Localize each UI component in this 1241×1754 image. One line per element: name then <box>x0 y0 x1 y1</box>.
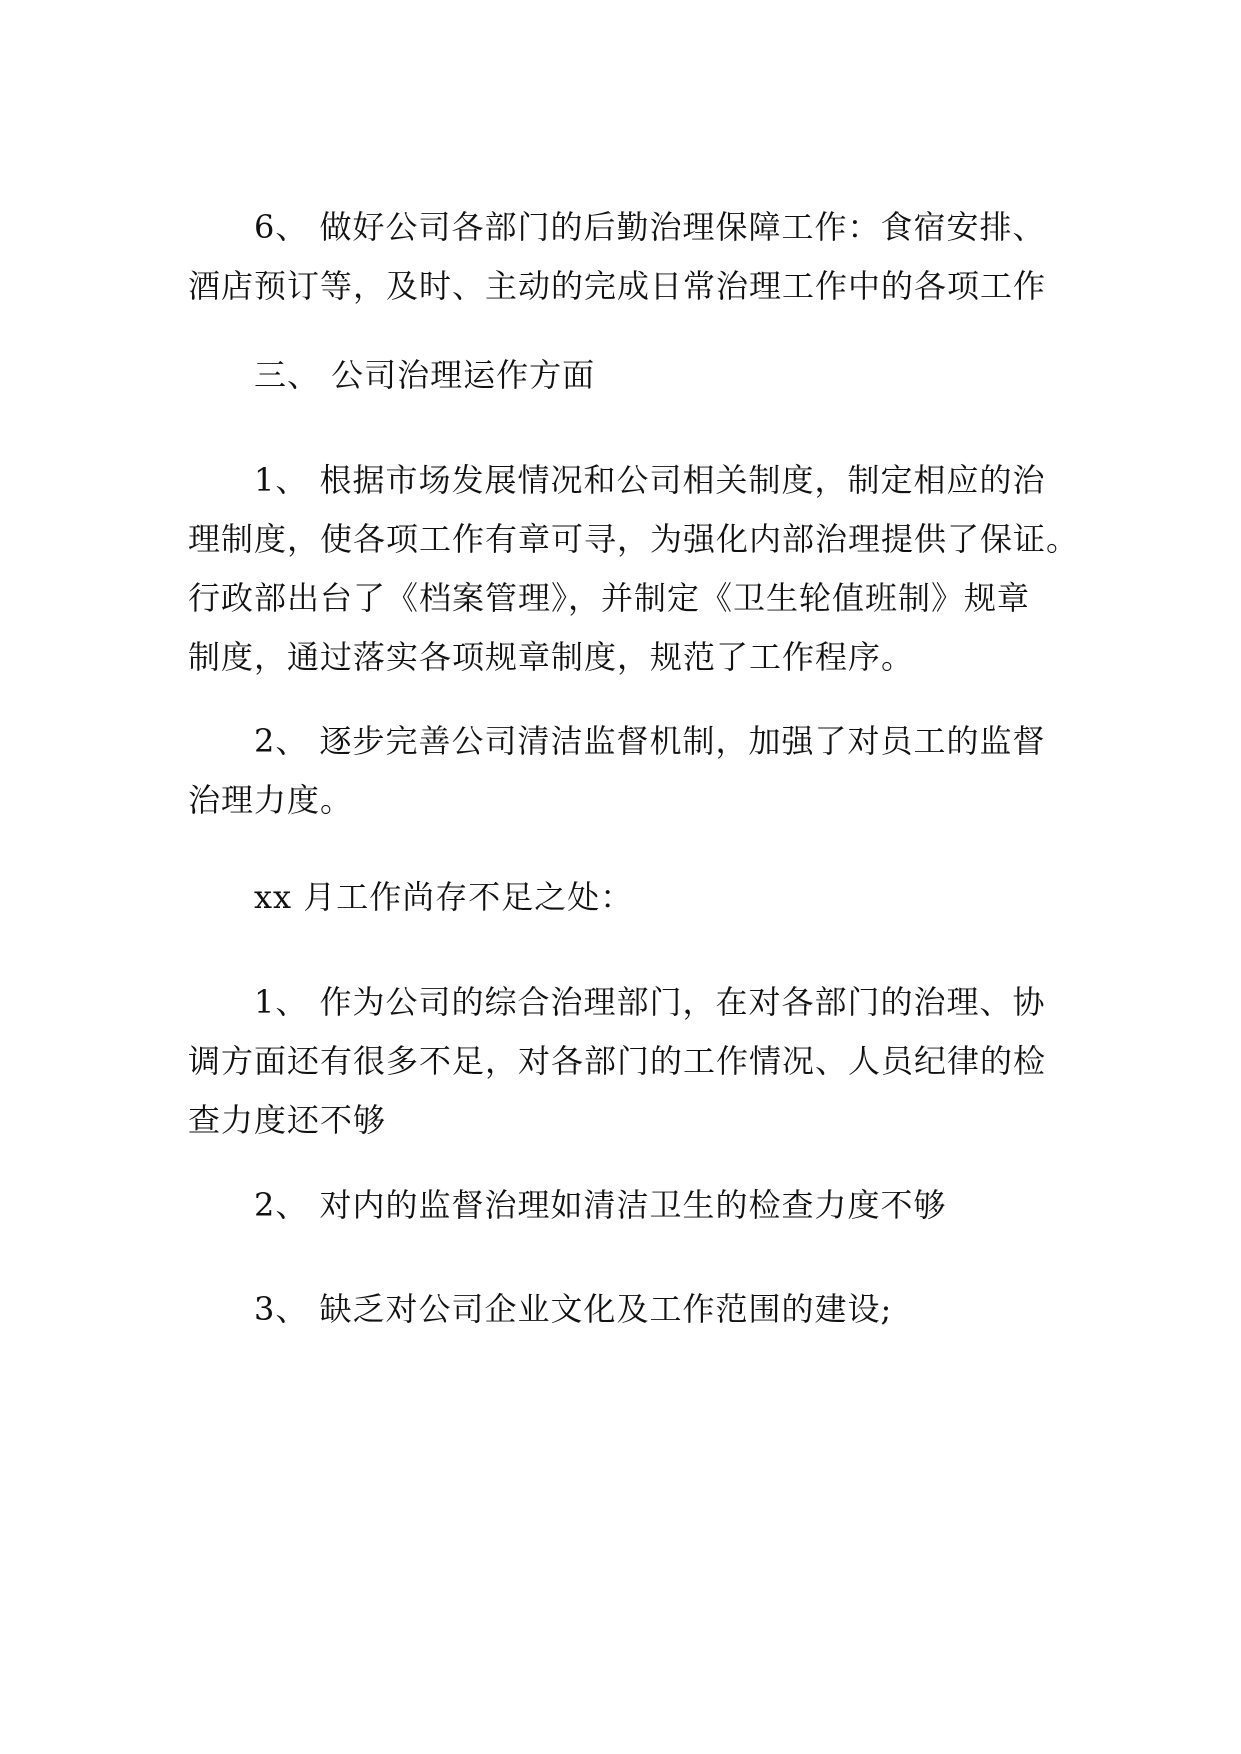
section-heading-3 <box>188 346 1056 405</box>
paragraph-line: 查力度还不够 <box>188 1101 387 1139</box>
shortcoming-item-1 <box>188 973 1056 1150</box>
shortcomings-heading <box>188 868 1056 927</box>
paragraph-item-2 <box>188 712 1056 830</box>
paragraph-line: 制度，通过落实各项规章制度，规范了工作程序。 <box>188 638 915 676</box>
paragraph-line: 调方面还有很多不足，对各部门的工作情况、人员纪律的检 <box>188 1042 1047 1080</box>
paragraph-line: 理制度，使各项工作有章可寻，为强化内部治理提供了保证。 <box>188 520 1080 558</box>
paragraph-line: 行政部出台了《档案管理》，并制定《卫生轮值班制》规章 <box>188 579 1031 617</box>
paragraph-line: 酒店预订等，及时、主动的完成日常治理工作中的各项工作 <box>188 267 1047 305</box>
shortcomings-heading-text: xx 月工作尚存不足之处： <box>254 878 634 916</box>
paragraph-line: 3、 缺乏对公司企业文化及工作范围的建设; <box>254 1290 893 1328</box>
paragraph-line: 2、 对内的监督治理如清洁卫生的检查力度不够 <box>254 1186 947 1224</box>
paragraph-line: 6、 做好公司各部门的后勤治理保障工作：食宿安排、 <box>254 208 1046 246</box>
paragraph-item-6 <box>188 198 1056 316</box>
section-heading-text: 三、 公司治理运作方面 <box>254 356 596 394</box>
paragraph-line: 2、 逐步完善公司清洁监督机制，加强了对员工的监督 <box>254 722 1046 760</box>
shortcoming-item-2 <box>188 1176 1056 1235</box>
paragraph-line: 1、 根据市场发展情况和公司相关制度，制定相应的治 <box>254 461 1046 499</box>
paragraph-item-1 <box>188 451 1080 687</box>
paragraph-line: 1、 作为公司的综合治理部门，在对各部门的治理、协 <box>254 983 1046 1021</box>
paragraph-line: 治理力度。 <box>188 781 354 819</box>
shortcoming-item-3 <box>188 1280 1056 1339</box>
